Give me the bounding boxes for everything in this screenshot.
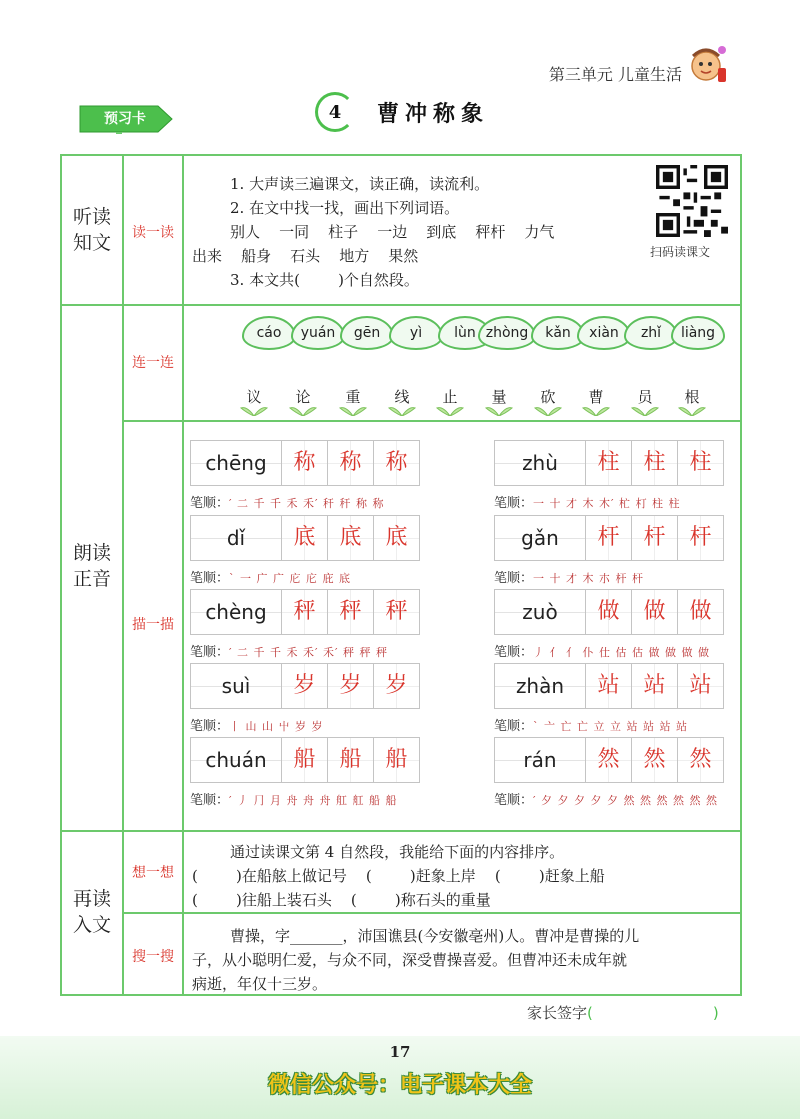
think-intro: 通过读课文第 4 自然段，我能给下面的内容排序。 [230, 843, 565, 861]
parent-signature[interactable] [527, 1002, 719, 1023]
stroke-label: 笔顺： [494, 645, 534, 660]
trace-cell[interactable]: 称 [282, 441, 328, 485]
stroke-label: 笔顺： [494, 719, 534, 734]
sub-think: 想一想 [132, 865, 174, 881]
stroke-sequence: 丨 山 山 屮 岁 岁 [229, 720, 324, 733]
pinyin-leaf[interactable]: xiàn [577, 316, 631, 350]
trace-cell[interactable]: 岁 [282, 664, 328, 708]
pinyin-cell: chuán [191, 738, 282, 782]
trace-cell[interactable]: 岁 [374, 664, 419, 708]
read-line-3: 3. 本文共( )个自然段。 [230, 271, 419, 289]
sub-connect: 连一连 [132, 355, 174, 371]
read-line-1: 1. 大声读三遍课文，读正确，读流利。 [230, 175, 490, 193]
hanzi-item[interactable]: 重 [345, 388, 361, 406]
pinyin-leaf[interactable]: zhòng [478, 316, 536, 350]
read-word-list-2: 出来 船身 石头 地方 果然 [192, 247, 419, 265]
stroke-sequence: ` 亠 亡 亡 立 立 站 站 站 站 [533, 720, 688, 733]
trace-cell[interactable]: 秤 [328, 590, 374, 634]
trace-cell[interactable]: 站 [586, 664, 632, 708]
stroke-order-row [494, 789, 718, 808]
trace-cell[interactable]: 柱 [678, 441, 723, 485]
search-line-2: 子，从小聪明仁爱，与众不同，深受曹操喜爱。但曹冲还未成年就 [192, 951, 628, 969]
stroke-sequence: ′ 夕 夕 夕 夕 夕 然 然 然 然 然 然 [533, 794, 718, 807]
trace-cell[interactable]: 船 [374, 738, 419, 782]
stroke-sequence: ` 一 广 广 庀 庀 庇 底 [229, 572, 351, 585]
char-box-sui[interactable] [190, 663, 420, 709]
signature-label: 家长签字 [527, 1004, 588, 1022]
trace-cell[interactable]: 柱 [632, 441, 678, 485]
char-box-zhu[interactable] [494, 440, 724, 486]
trace-cell[interactable]: 杆 [586, 516, 632, 560]
pinyin-leaf[interactable]: liàng [671, 316, 725, 350]
pinyin-cell: chèng [191, 590, 282, 634]
stroke-order-row [494, 492, 681, 511]
sub-read: 读一读 [132, 225, 174, 241]
trace-cell[interactable]: 秤 [374, 590, 419, 634]
trace-cell[interactable]: 底 [282, 516, 328, 560]
pinyin-leaf[interactable]: yuán [291, 316, 345, 350]
trace-cell[interactable]: 然 [678, 738, 723, 782]
stroke-order-row [190, 641, 388, 660]
pinyin-cell: zhù [495, 441, 586, 485]
sprout-icon [387, 404, 417, 416]
read-word-list-1: 别人 一同 柱子 一边 到底 秤杆 力气 [230, 223, 555, 241]
trace-cell[interactable]: 然 [586, 738, 632, 782]
stroke-label: 笔顺： [494, 496, 534, 511]
think-order-row-1[interactable]: ( )在船舷上做记号 ( )赶象上岸 ( )赶象上船 [192, 867, 605, 885]
stroke-label: 笔顺： [190, 496, 230, 511]
signature-close-paren: ) [712, 1004, 719, 1022]
stroke-order-row [190, 715, 324, 734]
trace-cell[interactable]: 杆 [632, 516, 678, 560]
sprout-icon [484, 404, 514, 416]
sprout-icon [677, 404, 707, 416]
trace-cell[interactable]: 做 [632, 590, 678, 634]
trace-cell[interactable]: 杆 [678, 516, 723, 560]
pinyin-cell: zhàn [495, 664, 586, 708]
pinyin-cell: dǐ [191, 516, 282, 560]
hanzi-item[interactable]: 量 [491, 388, 507, 406]
qr-caption: 扫码读课文 [650, 245, 711, 259]
stroke-order-row [190, 567, 351, 586]
sprout-icon [630, 404, 660, 416]
char-box-ran[interactable] [494, 737, 724, 783]
stroke-order-row [190, 789, 397, 808]
trace-cell[interactable]: 站 [632, 664, 678, 708]
trace-cell[interactable]: 称 [328, 441, 374, 485]
stroke-sequence: ′ ⼆ 千 千 禾 禾′ 秆 秆 称 称 [229, 497, 385, 510]
hanzi-item[interactable]: 砍 [540, 388, 556, 406]
section-reread: 再读 入文 [72, 888, 111, 936]
lesson-number: 4 [315, 92, 355, 132]
trace-cell[interactable]: 船 [282, 738, 328, 782]
pinyin-leaf[interactable]: zhǐ [624, 316, 678, 350]
stroke-label: 笔顺： [494, 571, 534, 586]
sprout-icon [533, 404, 563, 416]
stroke-sequence: 丿 亻 亻 仆 仕 估 估 做 做 做 做 [533, 646, 710, 659]
pinyin-cell: suì [191, 664, 282, 708]
page-number: 17 [389, 1043, 411, 1061]
pinyin-cell: rán [495, 738, 586, 782]
preview-card-label: 预习卡 [104, 111, 146, 127]
pinyin-cell: gǎn [495, 516, 586, 560]
trace-cell[interactable]: 站 [678, 664, 723, 708]
stroke-sequence: 一 十 才 木 朩 杆 杆 [533, 572, 644, 585]
stroke-sequence: ′ ⼆ 千 千 禾 禾′ 禾′ 秤 秤 秤 [229, 646, 388, 659]
signature-open-paren: ( [587, 1004, 593, 1022]
hanzi-item[interactable]: 员 [637, 388, 653, 406]
pinyin-cell: chēng [191, 441, 282, 485]
char-box-zuo[interactable] [494, 589, 724, 635]
section-read-aloud: 朗读 正音 [72, 542, 111, 590]
hanzi-item[interactable]: 根 [684, 388, 700, 406]
char-box-zhan[interactable] [494, 663, 724, 709]
char-box-gan[interactable] [494, 515, 724, 561]
think-order-row-2[interactable]: ( )往船上装石头 ( )称石头的重量 [192, 891, 491, 909]
char-box-di[interactable] [190, 515, 420, 561]
trace-cell[interactable]: 底 [328, 516, 374, 560]
hanzi-item[interactable]: 线 [394, 388, 410, 406]
trace-cell[interactable]: 岁 [328, 664, 374, 708]
stroke-order-row [494, 715, 688, 734]
trace-cell[interactable]: 然 [632, 738, 678, 782]
sprout-icon [239, 404, 269, 416]
hanzi-item[interactable]: 议 [246, 388, 262, 406]
sprout-icon [338, 404, 368, 416]
sprout-icon [581, 404, 611, 416]
pinyin-leaf[interactable]: cáo [242, 316, 296, 350]
search-line-3: 病逝，年仅十三岁。 [192, 975, 328, 993]
pinyin-leaf[interactable]: kǎn [531, 316, 585, 350]
sprout-icon [288, 404, 318, 416]
footer-banner-text: 微信公众号：电子课本大全 [267, 1073, 532, 1098]
stroke-label: 笔顺： [190, 571, 230, 586]
trace-cell[interactable]: 船 [328, 738, 374, 782]
stroke-label: 笔顺： [494, 793, 534, 808]
trace-cell[interactable]: 底 [374, 516, 419, 560]
pinyin-leaf[interactable]: gēn [340, 316, 394, 350]
search-line-1: 曹操，字_______，沛国谯县(今安徽亳州)人。曹冲是曹操的儿 [230, 927, 640, 945]
trace-cell[interactable]: 做 [678, 590, 723, 634]
unit-heading: 第三单元 儿童生活 [548, 65, 682, 84]
stroke-label: 笔顺： [190, 645, 230, 660]
stroke-order-row [494, 567, 644, 586]
trace-cell[interactable]: 柱 [586, 441, 632, 485]
stroke-order-row [190, 492, 384, 511]
char-box-cheng[interactable] [190, 440, 420, 486]
lesson-title-block [315, 92, 489, 132]
hanzi-item[interactable]: 论 [295, 388, 311, 406]
trace-cell[interactable]: 秤 [282, 590, 328, 634]
sub-trace: 描一描 [132, 617, 174, 633]
stroke-sequence: 一 十 才 木 木′ 杧 朾 柱 柱 [533, 497, 681, 510]
hanzi-item[interactable]: 曹 [588, 388, 604, 406]
sprout-icon [435, 404, 465, 416]
section-listen: 听读 知文 [72, 206, 111, 254]
lesson-title: 曹冲称象 [377, 100, 490, 127]
char-box-cheng2[interactable] [190, 589, 420, 635]
stroke-label: 笔顺： [190, 793, 230, 808]
pinyin-leaf[interactable]: lùn [438, 316, 492, 350]
sub-search: 搜一搜 [132, 949, 174, 965]
read-line-2: 2. 在文中找一找，画出下列词语。 [230, 199, 460, 217]
qr-code-icon[interactable] [656, 165, 728, 237]
mascot-icon [684, 40, 730, 86]
trace-cell[interactable]: 称 [374, 441, 419, 485]
trace-cell[interactable]: 做 [586, 590, 632, 634]
hanzi-item[interactable]: 止 [442, 388, 458, 406]
stroke-order-row [494, 641, 710, 660]
stroke-label: 笔顺： [190, 719, 230, 734]
char-box-chuan[interactable] [190, 737, 420, 783]
pinyin-cell: zuò [495, 590, 586, 634]
stroke-sequence: ′ 丿 ⺆ 月 舟 舟 舟 舡 舡 船 船 [229, 794, 398, 807]
pinyin-leaf[interactable]: yì [389, 316, 443, 350]
